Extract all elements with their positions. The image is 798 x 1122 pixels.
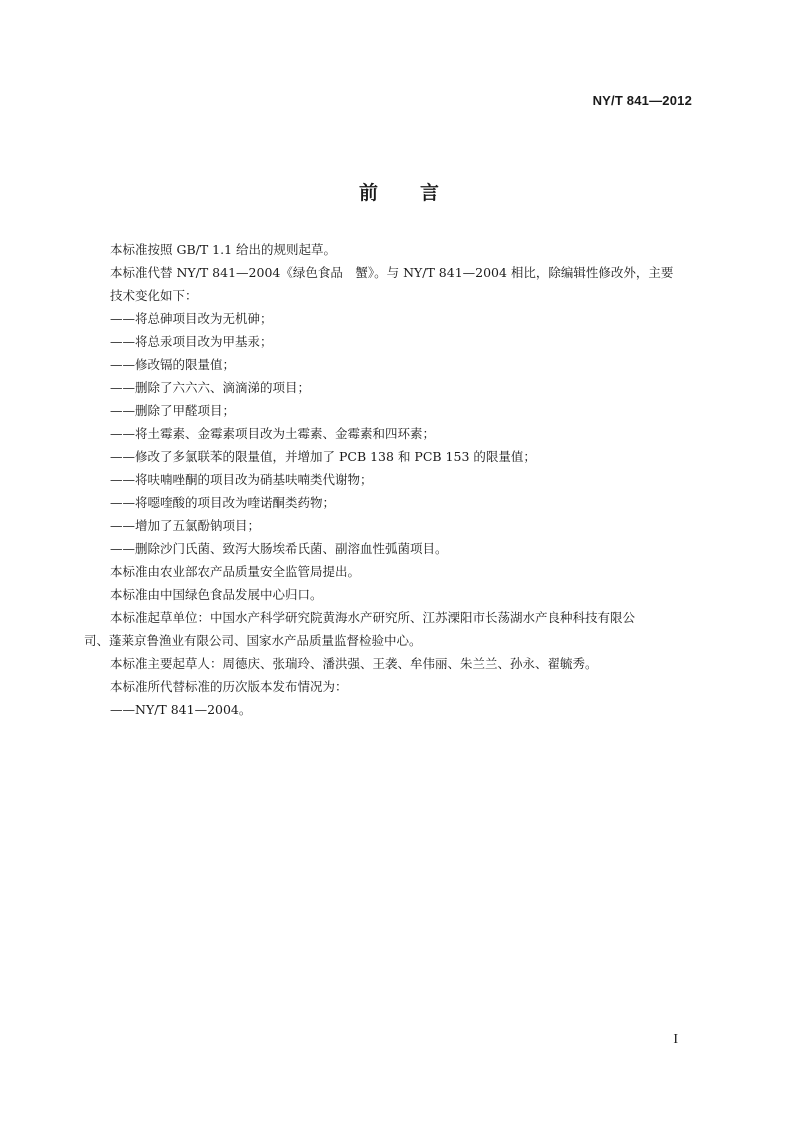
foreword-body xyxy=(84,238,694,721)
change-item: ——修改了多氯联苯的限量值，并增加了 PCB 138 和 PCB 153 的限量值； xyxy=(110,449,536,464)
administrator-statement: 本标准由中国绿色食品发展中心归口。 xyxy=(110,587,323,602)
proposer-statement: 本标准由农业部农产品质量安全监管局提出。 xyxy=(110,564,361,579)
change-item: ——将呋喃唑酮的项目改为硝基呋喃类代谢物； xyxy=(110,472,373,487)
intro-line-2: 本标准代替 NY/T 841—2004《绿色食品 蟹》。与 NY/T 841—2004 相比，除编辑性修改外，主要 xyxy=(110,265,674,280)
change-item: ——删除沙门氏菌、致泻大肠埃希氏菌、副溶血性弧菌项目。 xyxy=(110,541,448,556)
change-item: ——修改镉的限量值； xyxy=(110,357,236,372)
title-char-1: 前 xyxy=(358,182,378,204)
drafting-units-line-2: 司、蓬莱京鲁渔业有限公司、国家水产品质量监督检验中心。 xyxy=(84,633,422,648)
change-item: ——将总砷项目改为无机砷； xyxy=(110,311,273,326)
change-item: ——删除了六六六、滴滴涕的项目； xyxy=(110,380,311,395)
change-item: ——将总汞项目改为甲基汞； xyxy=(110,334,273,349)
page-number: I xyxy=(673,1032,678,1047)
page-title xyxy=(0,178,798,205)
title-char-2: 言 xyxy=(420,182,440,204)
change-item: ——将噁喹酸的项目改为喹诺酮类药物； xyxy=(110,495,336,510)
change-item: ——将土霉素、金霉素项目改为土霉素、金霉素和四环素； xyxy=(110,426,436,441)
change-item: ——增加了五氯酚钠项目； xyxy=(110,518,261,533)
standard-number: NY/T 841—2012 xyxy=(592,93,692,108)
drafters-statement: 本标准主要起草人：周德庆、张瑞玲、潘洪强、王袭、牟伟丽、朱兰兰、孙永、翟毓秀。 xyxy=(110,656,598,671)
intro-line-1: 本标准按照 GB/T 1.1 给出的规则起草。 xyxy=(110,242,337,257)
history-title: 本标准所代替标准的历次版本发布情况为： xyxy=(110,679,348,694)
drafting-units-line-1: 本标准起草单位：中国水产科学研究院黄海水产研究所、江苏溧阳市长荡湖水产良种科技有限公 xyxy=(110,610,636,625)
history-item: ——NY/T 841—2004。 xyxy=(110,702,252,717)
change-item: ——删除了甲醛项目； xyxy=(110,403,236,418)
intro-line-2-cont: 技术变化如下： xyxy=(110,288,198,303)
